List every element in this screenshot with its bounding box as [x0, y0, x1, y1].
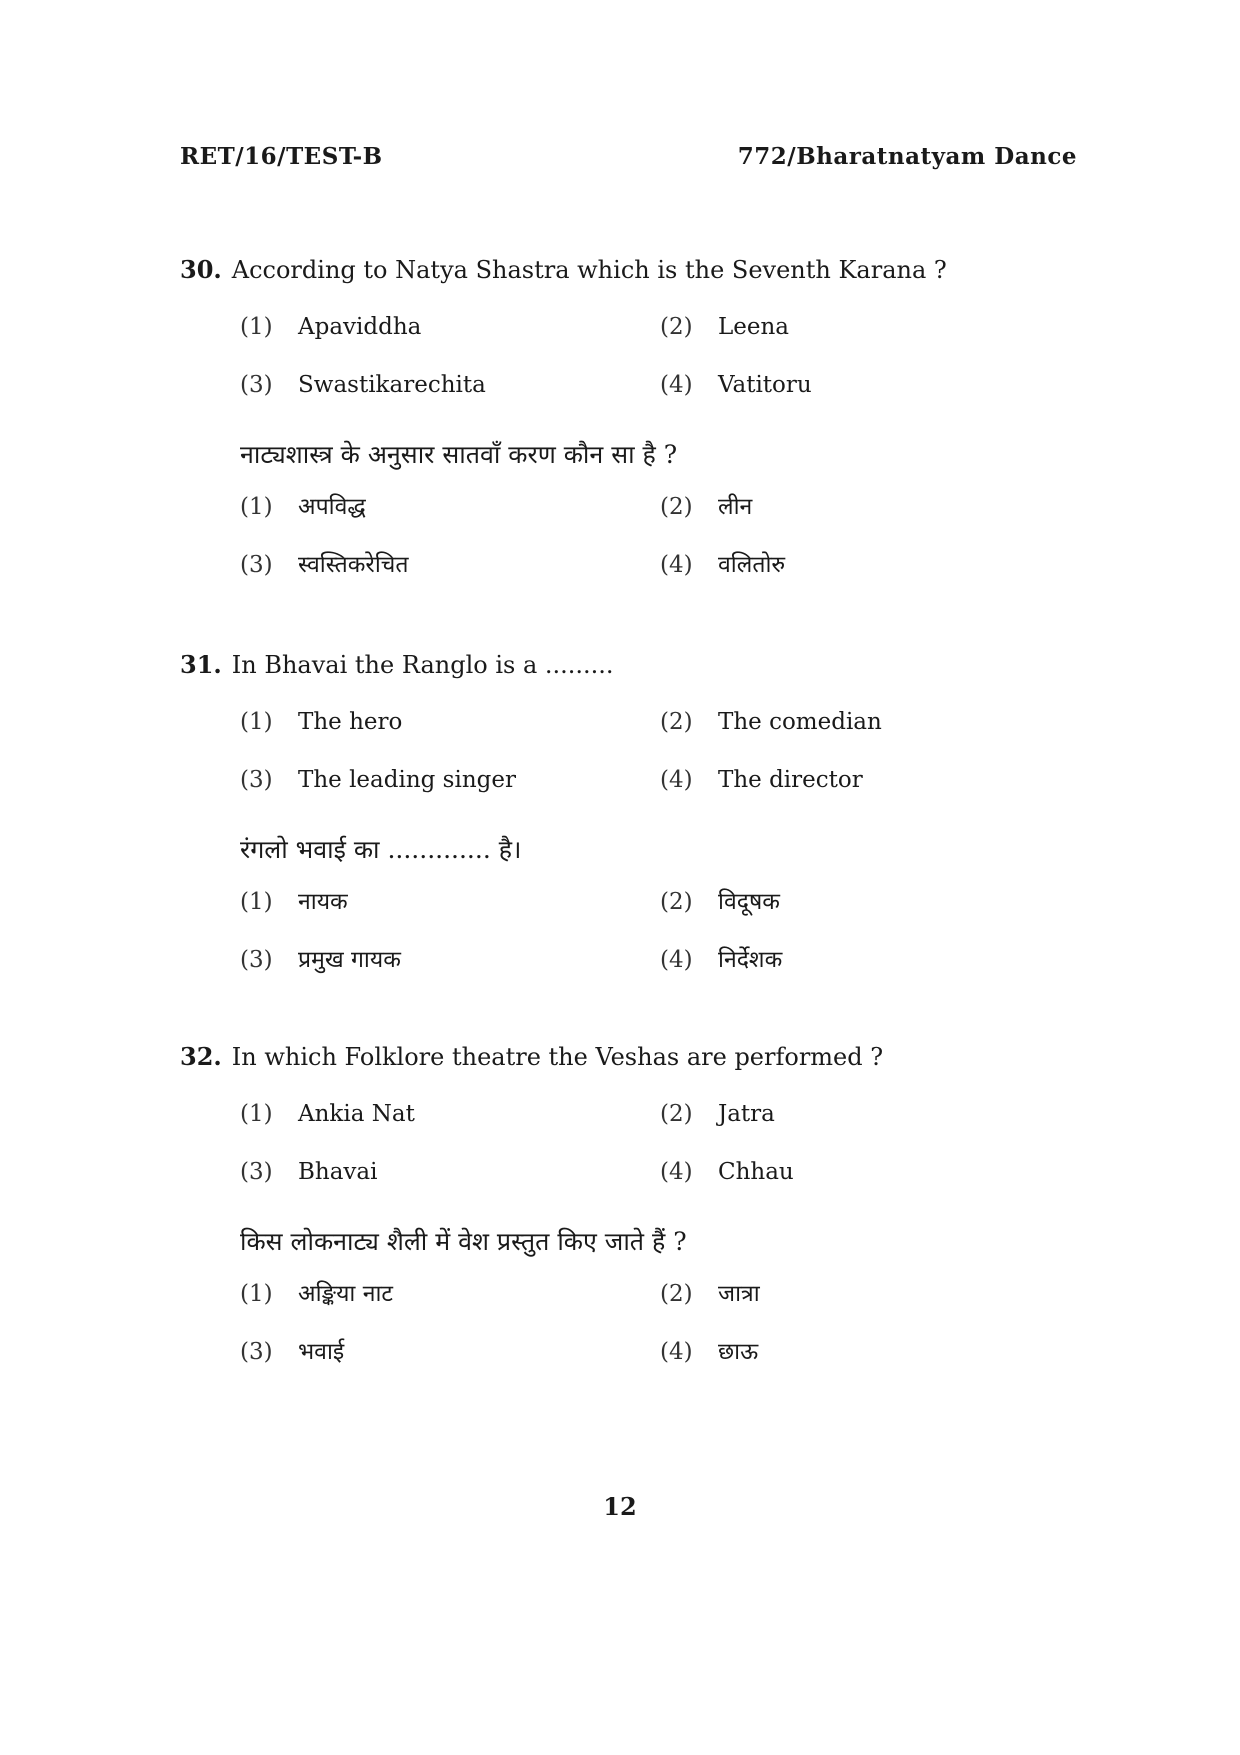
option: (1) Apaviddha	[240, 314, 422, 340]
option: (1) अपविद्ध	[240, 494, 366, 520]
option: (1) अङ्किया नाट	[240, 1281, 394, 1307]
option: (3) प्रमुख गायक	[240, 947, 401, 973]
option: (3) Bhavai	[240, 1159, 378, 1185]
question-text-en: According to Natya Shastra which is the Seventh Karana ?	[231, 256, 947, 284]
option: (3) The leading singer	[240, 767, 516, 793]
question-32	[180, 1042, 1080, 1396]
question-text-en: In Bhavai the Ranglo is a .........	[231, 651, 614, 679]
options-hi	[240, 888, 1080, 1004]
option: (2) लीन	[660, 494, 753, 520]
question-stem-en	[180, 255, 1080, 285]
question-number: 32.	[180, 1042, 222, 1071]
option: (3) स्वस्तिकरेचित	[240, 552, 409, 578]
option: (3) Swastikarechita	[240, 372, 486, 398]
question-text-hi: रंगलो भवाई का ............. है।	[240, 835, 522, 864]
subject-title: 772/Bharatnatyam Dance	[737, 143, 1077, 170]
option: (2) विदूषक	[660, 889, 780, 915]
question-number: 30.	[180, 255, 222, 284]
option: (4) छाऊ	[660, 1339, 759, 1365]
question-stem-en	[180, 1042, 1080, 1072]
options-en	[240, 708, 1080, 824]
option: (2) Jatra	[660, 1101, 775, 1127]
question-number: 31.	[180, 650, 222, 679]
option: (4) Chhau	[660, 1159, 794, 1185]
options-en	[240, 313, 1080, 429]
question-text-en: In which Folklore theatre the Veshas are performed ?	[231, 1043, 884, 1071]
question-text-hi: किस लोकनाट्य शैली में वेश प्रस्तुत किए जाते हैं ?	[240, 1227, 687, 1256]
options-hi	[240, 493, 1080, 609]
option: (4) वलितोरु	[660, 552, 786, 578]
option: (1) The hero	[240, 709, 403, 735]
options-en	[240, 1100, 1080, 1216]
option: (2) The comedian	[660, 709, 882, 735]
question-31	[180, 650, 1080, 1004]
option: (3) भवाई	[240, 1339, 345, 1365]
question-text-hi: नाट्यशास्त्र के अनुसार सातवाँ करण कौन सा है ?	[240, 440, 678, 469]
option: (4) निर्देशक	[660, 947, 783, 973]
option: (1) नायक	[240, 889, 348, 915]
option: (2) Leena	[660, 314, 790, 340]
question-30	[180, 255, 1080, 609]
option: (2) जात्रा	[660, 1281, 760, 1307]
paper-code: RET/16/TEST-B	[180, 143, 383, 170]
option: (4) Vatitoru	[660, 372, 812, 398]
options-hi	[240, 1280, 1080, 1396]
question-stem-en	[180, 650, 1080, 680]
option: (4) The director	[660, 767, 863, 793]
page-number: 12	[603, 1492, 637, 1521]
option: (1) Ankia Nat	[240, 1101, 415, 1127]
